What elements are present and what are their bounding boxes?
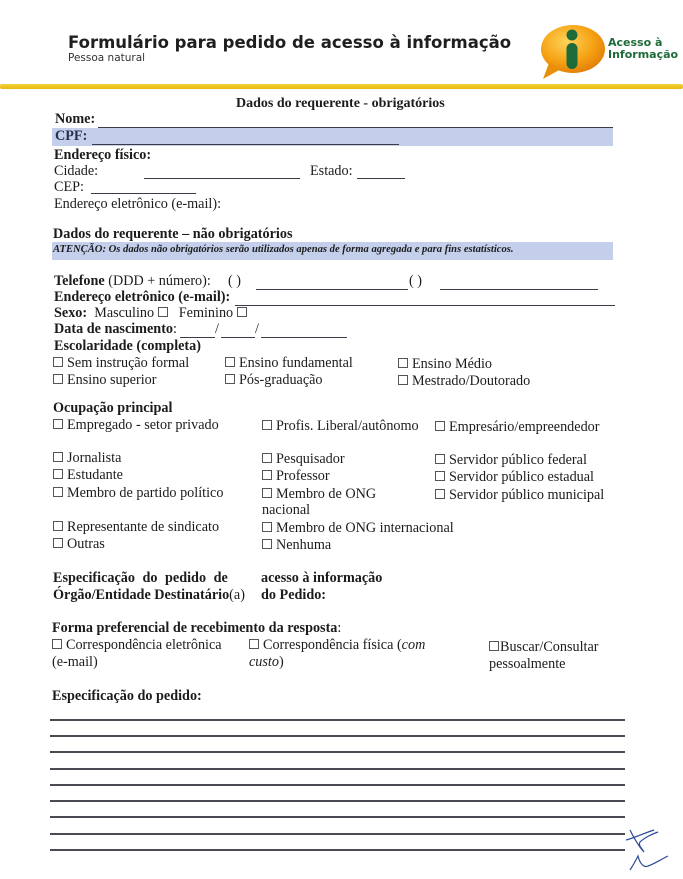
cpf-field[interactable]	[92, 144, 399, 145]
ocupacao-option[interactable]	[262, 468, 330, 485]
checkbox[interactable]	[262, 488, 272, 498]
checkbox[interactable]	[225, 374, 235, 384]
email-optional-field[interactable]	[235, 305, 615, 306]
logo-text-line1: Acesso à	[608, 36, 663, 49]
sexo-masculino-label: Masculino	[94, 305, 155, 321]
writing-line	[50, 800, 625, 802]
handwritten-initials-icon	[618, 820, 678, 875]
optional-notice: ATENÇÃO: Os dados não obrigatórios serão utilizados apenas de forma agregada e para fins estatísticos.	[53, 244, 514, 255]
date-sep-2: /	[255, 321, 259, 337]
escolaridade-option[interactable]	[53, 372, 156, 389]
checkbox[interactable]	[249, 639, 259, 649]
ocupacao-option[interactable]	[262, 451, 345, 468]
orgao-label-rest: (a)	[229, 587, 245, 603]
header-divider	[0, 84, 683, 89]
option-label-continuation: (e-mail)	[52, 654, 98, 670]
ocupacao-option[interactable]	[435, 419, 599, 436]
writing-line	[50, 849, 625, 851]
ocupacao-option[interactable]	[435, 469, 594, 486]
writing-line	[50, 735, 625, 737]
nome-label: Nome:	[55, 111, 96, 127]
option-label: Ensino fundamental	[239, 355, 353, 371]
phone-field-2[interactable]	[440, 289, 598, 290]
cidade-label: Cidade:	[54, 163, 99, 179]
checkbox[interactable]	[53, 469, 63, 479]
writing-line	[50, 719, 625, 721]
email-optional-label: Endereço eletrônico (e-mail):	[54, 289, 231, 305]
option-label: Membro de ONG	[276, 486, 377, 502]
logo-text-line2: Informação	[608, 48, 679, 61]
escolaridade-option[interactable]	[398, 373, 530, 390]
checkbox[interactable]	[398, 375, 408, 385]
forma-option-pessoal[interactable]	[489, 639, 599, 673]
option-label-continuation: pessoalmente	[489, 656, 566, 672]
checkbox[interactable]	[53, 521, 63, 531]
escolaridade-option[interactable]	[225, 355, 353, 372]
option-label: Correspondência física (	[263, 637, 402, 653]
checkbox[interactable]	[435, 421, 445, 431]
spec-right-line1: acesso à informação	[261, 570, 383, 586]
ocupacao-option[interactable]	[262, 418, 419, 435]
writing-line	[50, 833, 625, 835]
ocupacao-option[interactable]	[53, 536, 105, 553]
date-sep-1: /	[215, 321, 219, 337]
checkbox[interactable]	[262, 522, 272, 532]
sexo-label: Sexo:	[54, 305, 88, 321]
option-label: Nenhuma	[276, 537, 332, 553]
option-label: Jornalista	[67, 450, 122, 466]
checkbox[interactable]	[53, 357, 63, 367]
telefone-label-bold: Telefone	[54, 273, 105, 289]
checkbox[interactable]	[398, 358, 408, 368]
checkbox[interactable]	[225, 357, 235, 367]
option-label: Ensino Médio	[412, 356, 492, 372]
info-speech-bubble-icon	[537, 23, 607, 81]
option-label-italic: com	[401, 637, 426, 653]
telefone-label-rest: (DDD + número):	[104, 273, 211, 289]
ocupacao-option[interactable]	[435, 452, 587, 469]
form-title: Formulário para pedido de acesso à informação	[68, 33, 512, 52]
orgao-label-bold: Órgão/Entidade Destinatário	[53, 587, 230, 603]
required-section-heading: Dados do requerente - obrigatórios	[236, 96, 445, 111]
option-label: )	[278, 654, 284, 670]
checkbox[interactable]	[435, 489, 445, 499]
checkbox[interactable]	[435, 471, 445, 481]
option-label: Mestrado/Doutorado	[412, 373, 531, 389]
checkbox[interactable]	[489, 641, 499, 651]
checkbox[interactable]	[53, 374, 63, 384]
option-label: Pesquisador	[276, 451, 345, 467]
checkbox[interactable]	[262, 453, 272, 463]
phone-ddd-1: ( )	[228, 273, 241, 289]
checkbox[interactable]	[262, 539, 272, 549]
phone-ddd-2: ( )	[409, 273, 422, 289]
forma-option-eletronica[interactable]	[52, 637, 222, 671]
cpf-label: CPF:	[55, 128, 88, 144]
form-subtitle: Pessoa natural	[68, 52, 146, 64]
option-label: Ensino superior	[67, 372, 157, 388]
nascimento-label: Data de nascimento	[54, 321, 174, 337]
ocupacao-option[interactable]	[53, 467, 123, 484]
ocupacao-option[interactable]	[262, 520, 454, 537]
checkbox[interactable]	[53, 538, 63, 548]
option-label: Correspondência eletrônica	[66, 637, 222, 653]
option-label: Representante de sindicato	[67, 519, 220, 535]
sexo-feminino-checkbox[interactable]	[237, 307, 247, 317]
orgao-label	[53, 587, 245, 604]
option-label: Pós-graduação	[239, 372, 323, 388]
ocupacao-option[interactable]	[53, 417, 219, 434]
checkbox[interactable]	[262, 470, 272, 480]
option-label: Servidor público municipal	[449, 487, 605, 503]
checkbox[interactable]	[435, 454, 445, 464]
ocupacao-label: Ocupação principal	[53, 400, 173, 416]
writing-line	[50, 816, 625, 818]
option-label-italic: custo	[249, 654, 279, 670]
estado-label: Estado:	[310, 163, 353, 179]
endereco-fisico-label: Endereço físico:	[54, 147, 152, 163]
escolaridade-option[interactable]	[53, 355, 189, 372]
option-label: Servidor público federal	[449, 452, 587, 468]
option-label: Empregado - setor privado	[67, 417, 219, 433]
nascimento-row	[54, 321, 177, 338]
option-label: Profis. Liberal/autônomo	[276, 418, 419, 434]
sexo-masculino-checkbox[interactable]	[158, 307, 168, 317]
writing-line	[50, 751, 625, 753]
logo-text	[608, 37, 678, 61]
forma-label-text: Forma preferencial de recebimento da resposta	[52, 620, 338, 636]
checkbox[interactable]	[262, 420, 272, 430]
option-label: Professor	[276, 468, 330, 484]
ocupacao-option-continuation: nacional	[262, 502, 311, 518]
email-required-label: Endereço eletrônico (e-mail):	[54, 196, 222, 212]
forma-option-fisica[interactable]	[249, 637, 425, 671]
telefone-label	[54, 273, 211, 290]
checkbox[interactable]	[53, 452, 63, 462]
ocupacao-option[interactable]	[262, 537, 331, 554]
cep-field[interactable]	[91, 193, 196, 194]
writing-line	[50, 784, 625, 786]
forma-colon: :	[337, 620, 342, 636]
birth-month-field[interactable]	[221, 337, 255, 338]
spec-left-line1: Especificação do pedido de	[53, 570, 228, 586]
sexo-row	[54, 305, 251, 322]
ocupacao-option[interactable]	[53, 450, 121, 467]
phone-field-1[interactable]	[256, 289, 408, 290]
option-label: Buscar/Consultar	[500, 639, 599, 655]
checkbox[interactable]	[53, 419, 63, 429]
sexo-feminino-label: Feminino	[178, 305, 234, 321]
option-label: Servidor público estadual	[449, 469, 594, 485]
cep-label: CEP:	[54, 179, 84, 195]
escolaridade-option[interactable]	[225, 372, 323, 389]
writing-line	[50, 768, 625, 770]
option-label: Membro de partido político	[67, 485, 224, 501]
checkbox[interactable]	[53, 487, 63, 497]
option-label: Membro de ONG internacional	[276, 520, 454, 536]
nascimento-colon: :	[173, 321, 177, 337]
escolaridade-option[interactable]	[398, 356, 492, 373]
option-label: Estudante	[67, 467, 123, 483]
ocupacao-option[interactable]	[262, 486, 376, 503]
especificacao-label: Especificação do pedido:	[52, 688, 202, 704]
checkbox[interactable]	[52, 639, 62, 649]
estado-field[interactable]	[357, 178, 405, 179]
escolaridade-label: Escolaridade (completa)	[54, 338, 201, 354]
option-label: Sem instrução formal	[67, 355, 190, 371]
ocupacao-option[interactable]	[53, 485, 223, 502]
spec-right-line2: do Pedido:	[261, 587, 327, 603]
option-label: Outras	[67, 536, 105, 552]
birth-year-field[interactable]	[261, 337, 347, 338]
ocupacao-option[interactable]	[435, 487, 604, 504]
ocupacao-option[interactable]	[53, 519, 219, 536]
forma-label	[52, 620, 341, 637]
cidade-field[interactable]	[144, 178, 300, 179]
option-label: Empresário/empreendedor	[449, 419, 600, 435]
optional-section-heading: Dados do requerente – não obrigatórios	[53, 226, 293, 242]
